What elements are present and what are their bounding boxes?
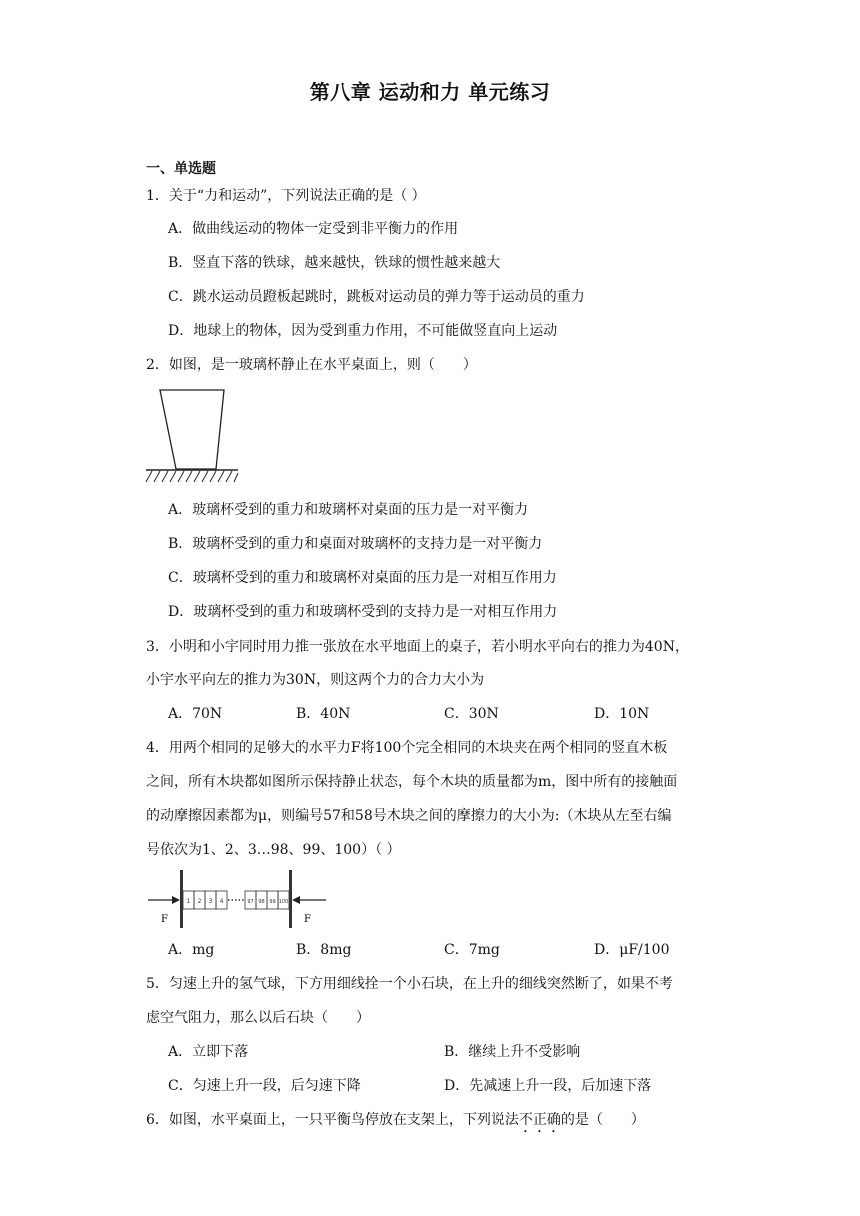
glass-cup-shape — [160, 390, 224, 469]
question-4-option-b[interactable]: B．8mg — [296, 942, 352, 958]
question-6-stem-end: 的是（ ） — [560, 1112, 645, 1128]
question-2-option-b[interactable]: B．玻璃杯受到的重力和桌面对玻璃杯的支持力是一对平衡力 — [168, 536, 543, 552]
right-force-label: F — [304, 914, 311, 925]
block-label: 100 — [278, 899, 289, 905]
block-label: 3 — [208, 898, 213, 905]
question-4-stem-line-3: 的动摩擦因素都为μ，则编号57和58号木块之间的摩擦力的大小为:（木块从左至右编 — [146, 808, 672, 824]
left-board — [180, 870, 183, 928]
question-4-option-a[interactable]: A．mg — [168, 942, 215, 958]
question-5-option-b[interactable]: B．继续上升不受影响 — [444, 1044, 581, 1060]
question-4-stem-line-4: 号依次为1、2、3…98、99、100）（ ） — [146, 842, 401, 858]
question-5-stem-line-1: 5．匀速上升的氢气球，下方用细线拴一个小石块，在上升的细线突然断了，如果不考 — [146, 976, 673, 992]
section-heading: 一、单选题 — [146, 161, 216, 177]
question-5-option-d[interactable]: D．先减速上升一段，后加速下落 — [444, 1078, 652, 1094]
question-3-option-b[interactable]: B．40N — [296, 706, 351, 722]
question-3-option-a[interactable]: A．70N — [168, 706, 223, 722]
left-force-label: F — [161, 914, 168, 925]
question-2-option-a[interactable]: A．玻璃杯受到的重力和玻璃杯对桌面的压力是一对平衡力 — [168, 502, 529, 518]
blocks-between-boards-figure — [146, 866, 328, 932]
question-4-option-c[interactable]: C．7mg — [444, 942, 500, 958]
question-2-option-c[interactable]: C．玻璃杯受到的重力和玻璃杯对桌面的压力是一对相互作用力 — [168, 570, 557, 586]
question-3-option-c[interactable]: C．30N — [444, 706, 499, 722]
question-2-stem: 2．如图，是一玻璃杯静止在水平桌面上，则（ ） — [146, 357, 477, 373]
block-label: 2 — [197, 898, 202, 905]
question-1-option-d[interactable]: D．地球上的物体，因为受到重力作用，不可能做竖直向上运动 — [168, 323, 558, 339]
question-2-option-d[interactable]: D．玻璃杯受到的重力和玻璃杯受到的支持力是一对相互作用力 — [168, 604, 558, 620]
question-6-stem — [146, 1110, 645, 1136]
question-4-option-d[interactable]: D．μF/100 — [594, 942, 670, 958]
question-1-option-b[interactable]: B．竖直下落的铁球，越来越快，铁球的惯性越来越大 — [168, 255, 501, 271]
question-6-stem-emphasis: 不正确 — [518, 1112, 561, 1128]
question-5-option-c[interactable]: C．匀速上升一段，后匀速下降 — [168, 1078, 361, 1094]
question-4-stem-line-2: 之间，所有木块都如图所示保持静止状态，每个木块的质量都为m，图中所有的接触面 — [146, 774, 678, 790]
question-1-option-c[interactable]: C．跳水运动员蹬板起跳时，跳板对运动员的弹力等于运动员的重力 — [168, 289, 585, 305]
glass-on-table-figure — [144, 386, 240, 486]
question-3-stem-line-2: 小宇水平向左的推力为30N，则这两个力的合力大小为 — [146, 672, 485, 688]
block-label: 98 — [258, 899, 265, 905]
table-hatching — [146, 471, 238, 482]
question-5-option-a[interactable]: A．立即下落 — [168, 1044, 249, 1060]
page-title: 第八章 运动和力 单元练习 — [309, 80, 551, 104]
block-label: 4 — [219, 898, 224, 905]
question-3-option-d[interactable]: D．10N — [594, 706, 650, 722]
right-board — [289, 870, 292, 928]
question-1-option-a[interactable]: A．做曲线运动的物体一定受到非平衡力的作用 — [168, 221, 459, 237]
question-5-stem-line-2: 虑空气阻力，那么以后石块（ ） — [146, 1010, 370, 1026]
block-label: 99 — [269, 899, 276, 905]
question-1-stem: 1．关于“力和运动”，下列说法正确的是（ ） — [146, 188, 426, 204]
block-label: 1 — [186, 898, 191, 905]
question-4-stem-line-1: 4．用两个相同的足够大的水平力F将100个完全相同的木块夹在两个相同的竖直木板 — [146, 740, 668, 756]
question-3-stem-line-1: 3．小明和小宇同时用力推一张放在水平地面上的桌子，若小明水平向右的推力为40N， — [146, 639, 689, 655]
block-label: 97 — [247, 899, 254, 905]
question-6-stem-start: 6．如图，水平桌面上，一只平衡鸟停放在支架上，下列说法 — [146, 1112, 519, 1128]
